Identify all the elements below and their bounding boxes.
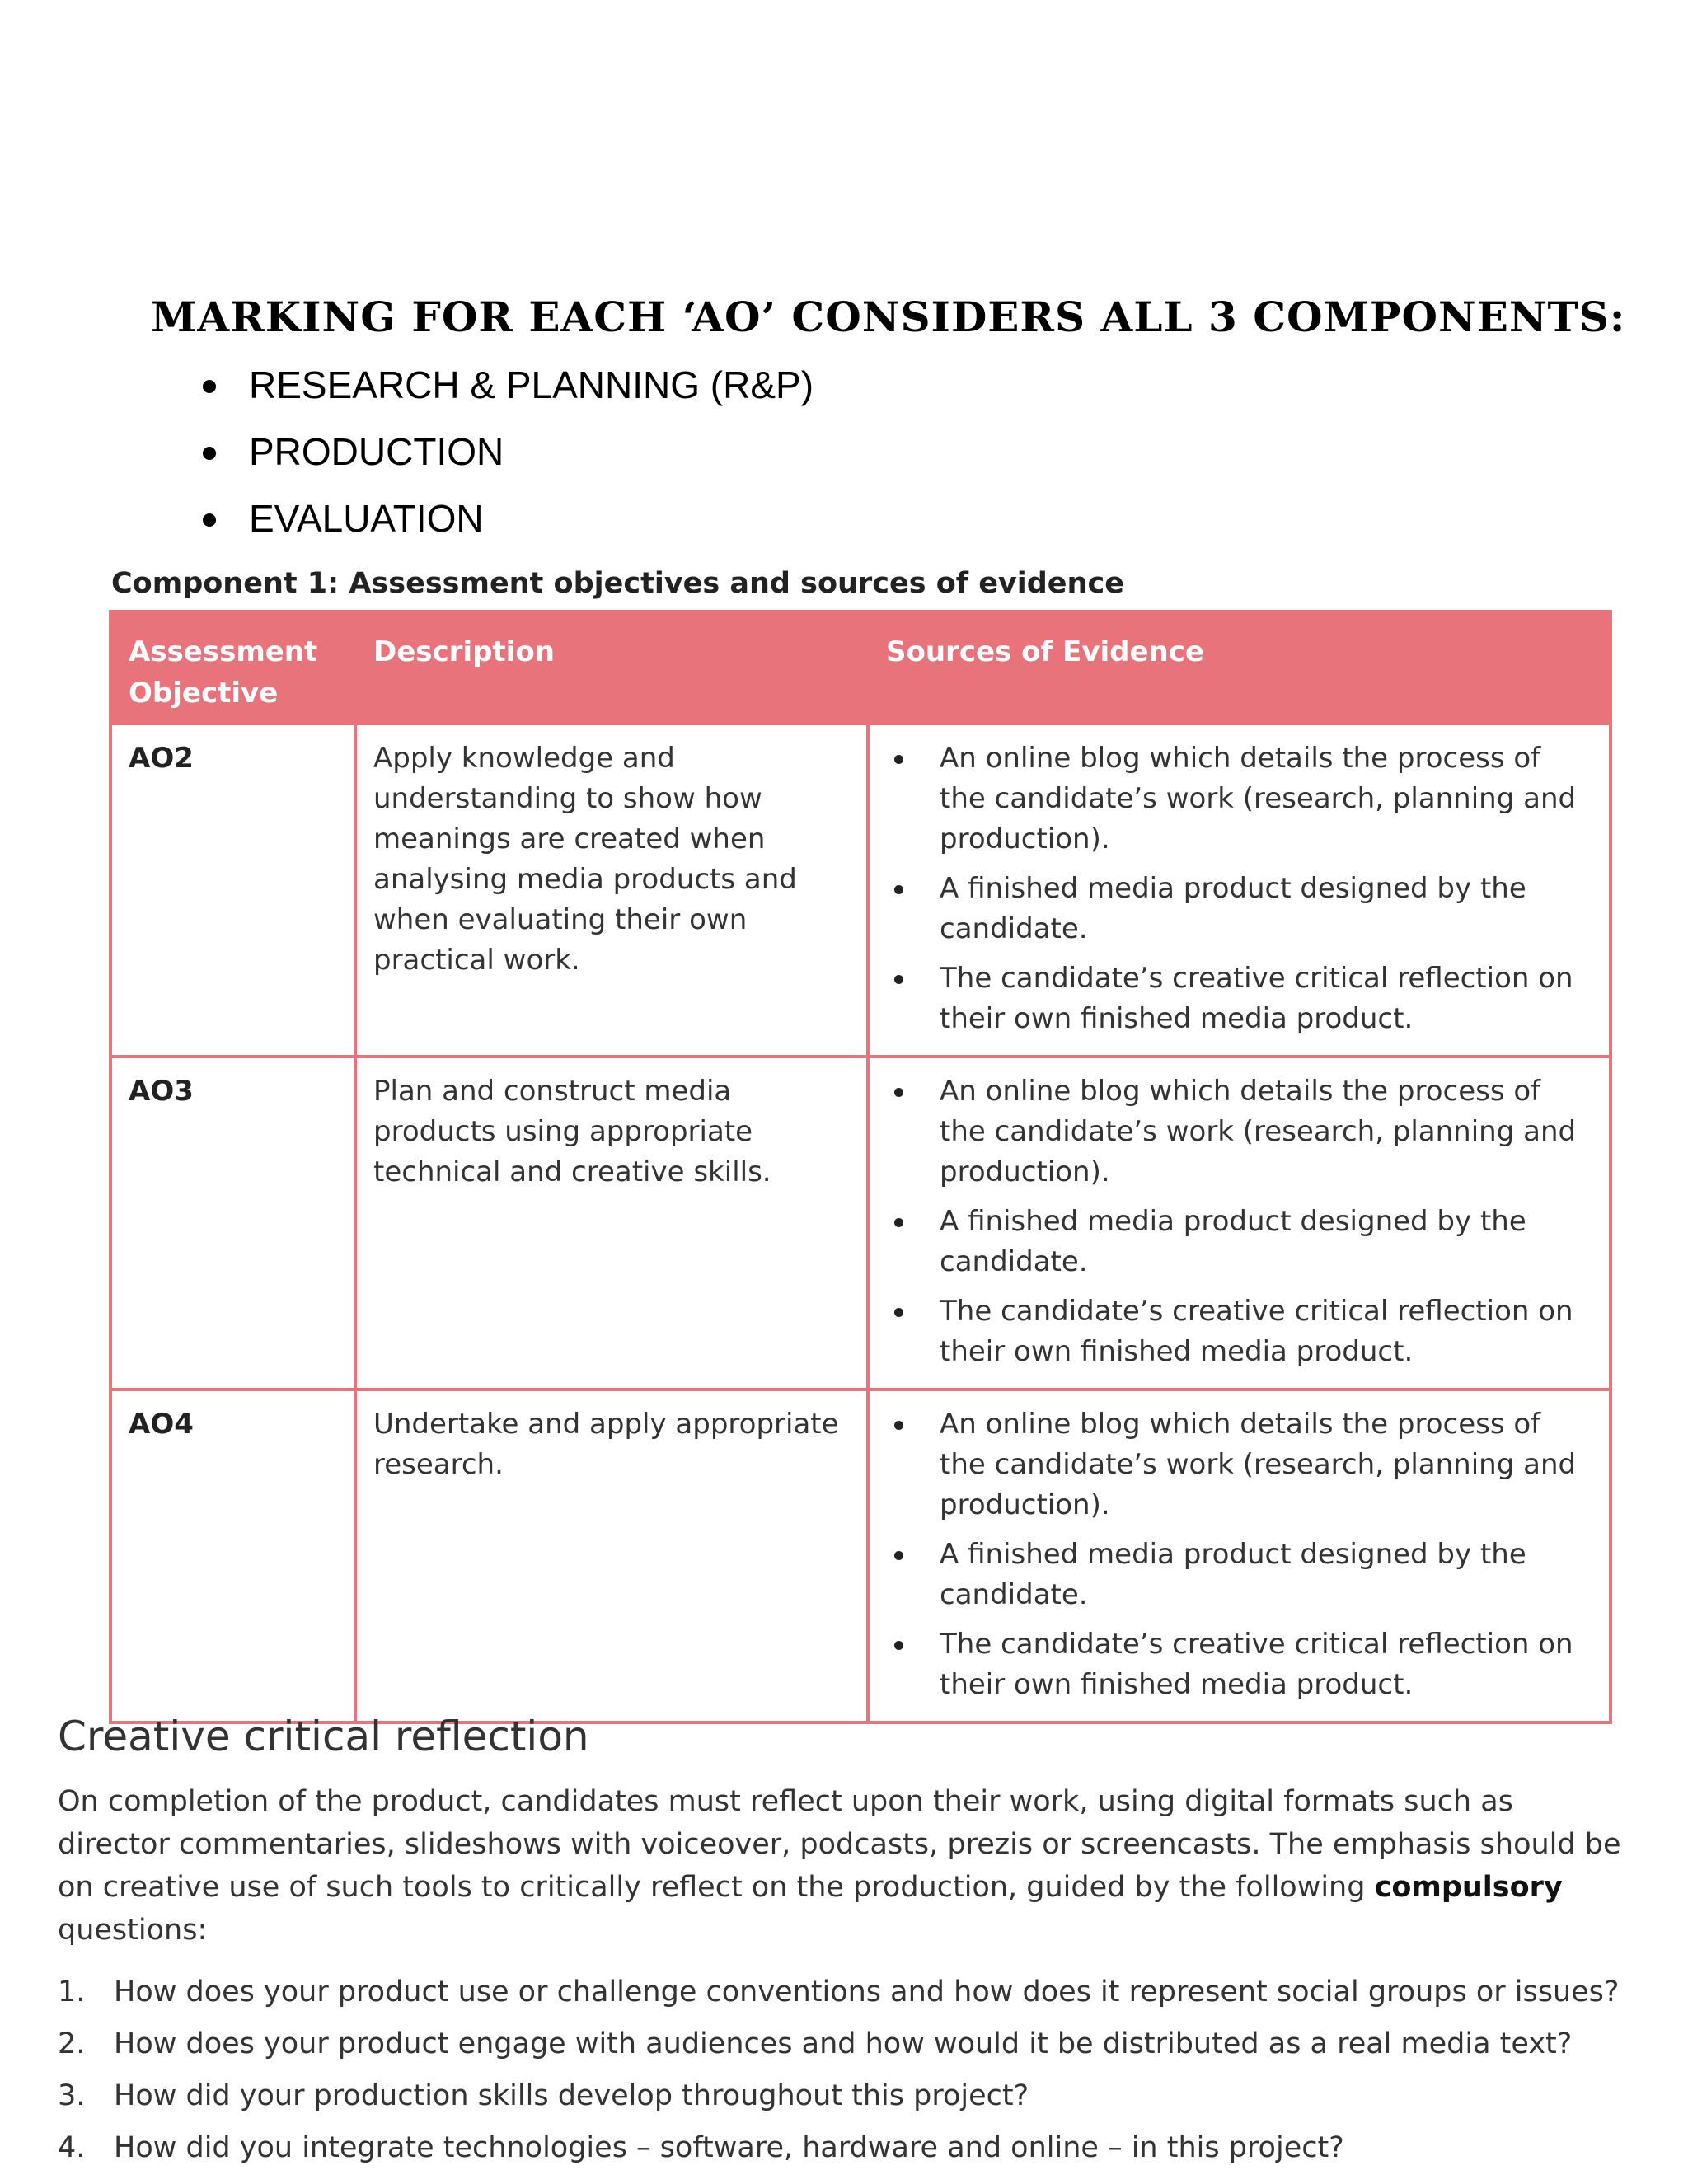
ao-code: AO4: [110, 1390, 355, 1722]
bullet-icon: [894, 1308, 903, 1317]
question-number: 1.: [58, 1975, 86, 2008]
source-item: The candidate’s creative critical reflection on their own finished media product.: [886, 958, 1592, 1039]
source-item: The candidate’s creative critical reflection on their own finished media product.: [886, 1291, 1592, 1372]
page-heading: MARKING FOR EACH ‘AO’ CONSIDERS ALL 3 COMPONENTS:: [151, 293, 1626, 341]
question-number: 2.: [58, 2027, 86, 2060]
list-item: [198, 423, 814, 490]
bullet-icon: [894, 1218, 903, 1227]
ao-description: Plan and construct media products using appropriate technical and creative skills.: [355, 1057, 868, 1390]
bullet-icon: [894, 1551, 903, 1560]
source-item: A finished media product designed by the candidate.: [886, 1202, 1592, 1282]
list-item: [58, 2126, 1619, 2178]
bullet-icon: [894, 885, 903, 894]
ao-description: Undertake and apply appropriate research.: [355, 1390, 868, 1722]
table-row: [110, 1057, 1611, 1390]
source-item: An online blog which details the process of the candidate’s work (research, planning and production).: [886, 1404, 1592, 1526]
ao-sources: [868, 1057, 1611, 1390]
table-row: [110, 1390, 1611, 1722]
question-text: How does your product engage with audiences and how would it be distributed as a real media text?: [114, 2027, 1573, 2060]
question-number: 3.: [58, 2079, 86, 2112]
component-label: RESEARCH & PLANNING (R&P): [249, 363, 814, 406]
section-body: On completion of the product, candidates must reflect upon their work, using digital formats such as director commentaries, slideshows with voiceover, podcasts, prezis or screencasts. The emphasis should be on creative use of such tools to critically reflect on the production, guided by the following compulsory questions:: [58, 1785, 1621, 1947]
bullet-icon: [894, 755, 903, 764]
ao-sources: [868, 1390, 1611, 1722]
component-label: PRODUCTION: [249, 430, 504, 473]
list-item: [58, 2022, 1619, 2074]
header-description: Description: [355, 612, 868, 724]
table-header-row: [110, 612, 1611, 724]
ao-code: AO2: [110, 724, 355, 1057]
bullet-icon: [203, 513, 216, 527]
question-text: How did you integrate technologies – software, hardware and online – in this project?: [114, 2131, 1344, 2164]
source-item: The candidate’s creative critical reflection on their own finished media product.: [886, 1624, 1592, 1705]
component-label: EVALUATION: [249, 497, 484, 540]
source-item: A finished media product designed by the candidate.: [886, 1535, 1592, 1615]
ao-code: AO3: [110, 1057, 355, 1390]
list-item: [198, 356, 814, 423]
components-list: [198, 356, 814, 556]
question-text: How does your product use or challenge conventions and how does it represent social groups or issues?: [114, 1975, 1620, 2008]
source-item: A finished media product designed by the candidate.: [886, 869, 1592, 949]
question-number: 4.: [58, 2131, 86, 2164]
header-sources: Sources of Evidence: [868, 612, 1611, 724]
header-objective: Assessment Objective: [110, 612, 355, 724]
section-title: Creative critical reflection: [58, 1713, 589, 1760]
table-caption: Component 1: Assessment objectives and sources of evidence: [111, 567, 1124, 600]
bullet-icon: [203, 447, 216, 460]
ao-sources: [868, 724, 1611, 1057]
assessment-objectives-table: [109, 610, 1612, 1724]
source-item: An online blog which details the process of the candidate’s work (research, planning and production).: [886, 738, 1592, 860]
bullet-icon: [894, 1641, 903, 1650]
table-row: [110, 724, 1611, 1057]
source-item: An online blog which details the process of the candidate’s work (research, planning and production).: [886, 1071, 1592, 1193]
bullet-icon: [894, 975, 903, 984]
question-text: How did your production skills develop throughout this project?: [114, 2079, 1029, 2112]
list-item: [58, 1971, 1619, 2022]
ao-description: Apply knowledge and understanding to show how meanings are created when analysing media products and when evaluating their own practical work.: [355, 724, 868, 1057]
list-item: [58, 2074, 1619, 2126]
questions-list: [58, 1971, 1619, 2178]
list-item: [198, 490, 814, 556]
bullet-icon: [894, 1088, 903, 1097]
bullet-icon: [203, 380, 216, 393]
bullet-icon: [894, 1421, 903, 1430]
emphasis-text: compulsory: [1374, 1871, 1563, 1904]
